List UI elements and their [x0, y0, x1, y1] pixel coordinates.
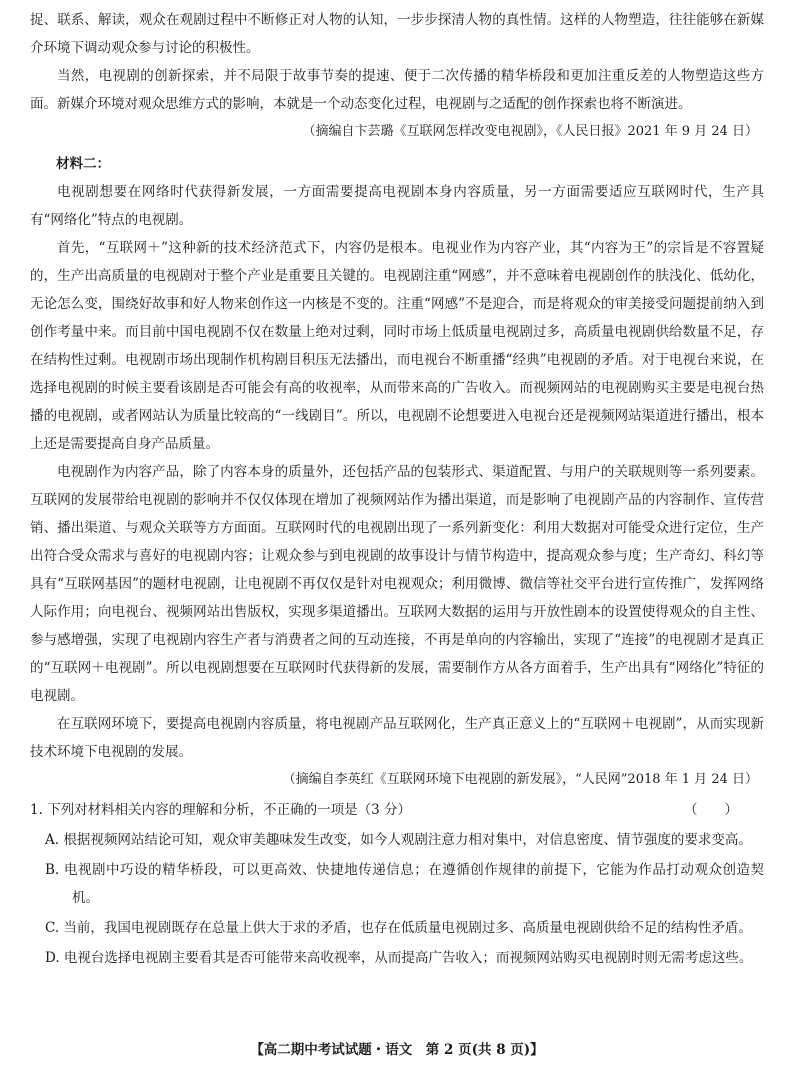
paragraph: 电视剧想要在网络时代获得新发展，一方面需要提高电视剧本身内容质量，另一方面需要适应互联网时代，生产具有“网络化”特点的电视剧。 [30, 184, 764, 228]
question-stem [30, 796, 764, 824]
continued-paragraph: 捉、联系、解读，观众在观剧过程中不断修正对人物的认知，一步步探清人物的真性情。这样的人物塑造，往往能够在新媒介环境下调动观众参与讨论的积极性。 [30, 12, 764, 56]
paragraph: 电视剧作为内容产品，除了内容本身的质量外，还包括产品的包装形式、渠道配置、与用户的关联规则等一系列要素。互联网的发展带给电视剧的影响并不仅仅体现在增加了视频网站作为播出渠道，而是影响了电视剧产品的内容制作、宣传营销、播出渠道、与观众关联等方方面面。互联网时代的电视剧出现了一系列新变化：利用大数据对可能受众进行定位，生产出符合受众需求与喜好的电视剧内容；让观众参与到电视剧的故事设计与情节构造中，提高观众参与度；生产奇幻、科幻等具有“互联网基因”的题材电视剧，让电视剧不再仅仅是针对电视观众；利用微博、微信等社交平台进行宣传推广，发挥网络人际作用；向电视台、视频网站出售版权，实现多渠道播出。互联网大数据的运用与开放性剧本的设置使得观众的自主性、参与感增强，实现了电视剧内容生产者与消费者之间的互动连接，不再是单向的内容输出，实现了“连接”的电视剧才是真正的“互联网＋电视剧”。所以电视剧想要在互联网时代获得新的发展，需要制作方从各方面着手，生产出具有“网络化”特征的电视剧。 [30, 464, 764, 704]
question-text: 1. 下列对材料相关内容的理解和分析，不正确的一项是（3 分） [30, 802, 412, 818]
paragraph: 在互联网环境下，要提高电视剧内容质量，将电视剧产品互联网化，生产真正意义上的“互联网＋电视剧”，从而实现新技术环境下电视剧的发展。 [30, 716, 764, 760]
source-citation: （摘编自李英红《互联网环境下电视剧的新发展》，“人民网”2018 年 1 月 24 日） [282, 772, 758, 787]
paragraph: 首先，“互联网＋”这种新的技术经济范式下，内容仍是根本。电视业作为内容产业，其“内容为王”的宗旨是不容置疑的，生产出高质量的电视剧对于整个产业是重要且关键的。电视剧注重“网感”，并不意味着电视剧创作的肤浅化、低幼化，无论怎么变，围绕好故事和好人物来创作这一内核是不变的。注重“网感”不是迎合，而是将观众的审美接受问题提前纳入到创作考量中来。而目前中国电视剧不仅在数量上绝对过剩，同时市场上低质量电视剧过多，高质量电视剧供给数量不足，存在结构性过剩。电视剧市场出现制作机构剧目积压无法播出，而电视台不断重播“经典”电视剧的矛盾。对于电视台来说，在选择电视剧的时候主要看该剧是否可能会有高的收视率，从而带来高的广告收入。而视频网站的电视剧购买主要是电视台热播的电视剧，或者网站认为质量比较高的“一线剧目”。所以，电视剧不论想要进入电视台还是视频网站渠道进行播出，根本上还是需要提高自身产品质量。 [30, 240, 764, 452]
material-heading: 材料二： [56, 156, 110, 172]
source-citation: （摘编自卞芸璐《互联网怎样改变电视剧》，《人民日报》2021 年 9 月 24 日） [302, 124, 758, 139]
paragraph: 当然，电视剧的创新探索，并不局限于故事节奏的提速、便于二次传播的精华桥段和更加注重反差的人物塑造这些方面。新媒介环境对观众思维方式的影响，本就是一个动态变化过程，电视剧与之适配的创作探索也将不断演进。 [30, 68, 764, 112]
option-b: B. 电视剧中巧设的精华桥段，可以更高效、快捷地传递信息；在遵循创作规律的前提下，它能为作品打动观众创造契机。 [45, 862, 764, 906]
option-d: D. 电视台选择电视剧主要看其是否可能带来高收视率，从而提高广告收入；而视频网站购买电视剧时则无需考虑这些。 [45, 950, 753, 966]
option-a: A. 根据视频网站结论可知，观众审美趣味发生改变，如今人观剧注意力相对集中，对信息密度、情节强度的要求变高。 [45, 832, 752, 848]
answer-blank: （ ） [684, 802, 738, 818]
option-c: C. 当前，我国电视剧既存在总量上供大于求的矛盾，也存在低质量电视剧过多、高质量电视剧供给不足的结构性矛盾。 [45, 920, 752, 936]
page-footer: 【高二期中考试试题・语文 第 2 页(共 8 页)】 [250, 1042, 544, 1058]
